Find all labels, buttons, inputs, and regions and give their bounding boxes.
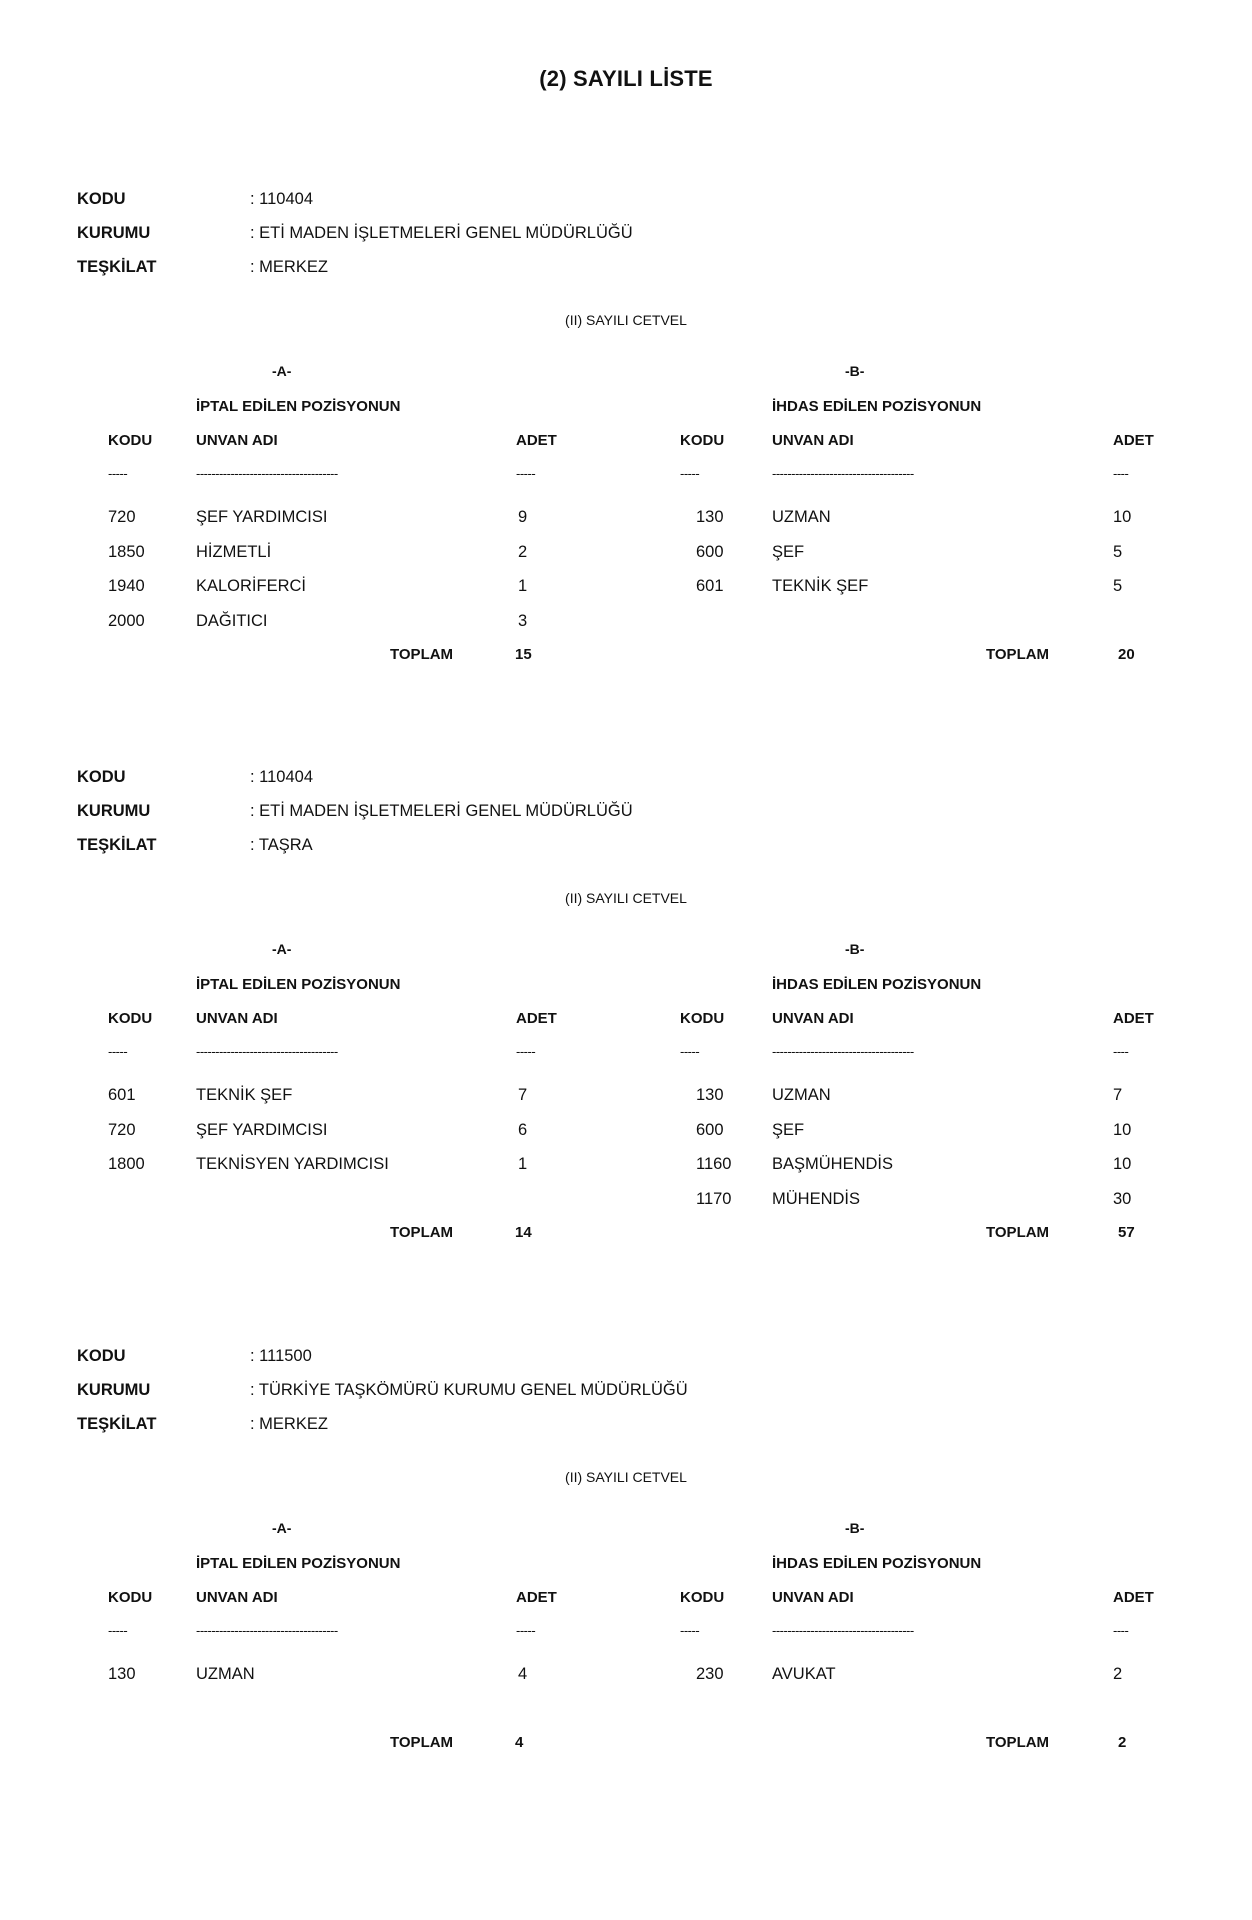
col-a-adet: ADET	[516, 432, 557, 449]
divider: -----	[108, 1623, 128, 1638]
total-row	[0, 1734, 1252, 1769]
col-b-unvan: UNVAN ADI	[772, 1589, 854, 1606]
divider: -----	[108, 466, 128, 481]
ihdas-unvan: ŞEF	[772, 542, 805, 561]
divider: -----	[516, 466, 536, 481]
teskilat-value: : MERKEZ	[250, 258, 328, 276]
divider: -----	[680, 1623, 700, 1638]
iptal-title: İPTAL EDİLEN POZİSYONUN	[196, 976, 401, 993]
col-b-adet: ADET	[1113, 432, 1154, 449]
iptal-kodu: 720	[108, 1120, 136, 1139]
ihdas-adet: 5	[1113, 577, 1123, 595]
iptal-kodu: 1800	[108, 1155, 145, 1173]
divider: -------------------------------------	[772, 466, 914, 481]
teskilat-value: : TAŞRA	[250, 836, 313, 854]
kurumu-label: KURUMU	[77, 224, 151, 242]
section-3	[0, 1347, 1252, 1907]
ihdas-toplam-value: 57	[1118, 1224, 1135, 1241]
kurumu-value: : ETİ MADEN İŞLETMELERİ GENEL MÜDÜRLÜĞÜ	[250, 224, 633, 242]
col-a-adet: ADET	[516, 1010, 557, 1027]
divider: -------------------------------------	[196, 1623, 338, 1638]
ihdas-adet: 7	[1113, 1086, 1123, 1104]
ihdas-unvan: AVUKAT	[772, 1665, 836, 1683]
col-b-kodu: KODU	[680, 1010, 725, 1027]
iptal-kodu: 601	[108, 1086, 136, 1104]
part-b-letter: -B-	[845, 363, 865, 379]
divider: -----	[516, 1044, 536, 1059]
iptal-adet: 9	[518, 508, 528, 526]
iptal-unvan: DAĞITICI	[196, 611, 268, 630]
col-b-kodu: KODU	[680, 1589, 725, 1606]
iptal-toplam-label: TOPLAM	[390, 646, 454, 663]
iptal-unvan: HİZMETLİ	[196, 542, 272, 561]
iptal-unvan: KALORİFERCİ	[196, 577, 307, 595]
table-rows	[0, 1665, 1252, 1769]
teskilat-label: TEŞKİLAT	[77, 836, 157, 854]
ihdas-toplam-value: 2	[1118, 1734, 1127, 1751]
ihdas-kodu: 601	[696, 577, 724, 595]
iptal-kodu: 720	[108, 508, 136, 526]
table-row	[0, 1190, 1252, 1225]
kodu-value: : 111500	[250, 1347, 312, 1365]
total-row	[0, 646, 1252, 681]
table-row	[0, 577, 1252, 612]
iptal-kodu: 2000	[108, 611, 145, 630]
ihdas-kodu: 1160	[696, 1155, 732, 1173]
divider: -----	[680, 466, 700, 481]
kodu-label: KODU	[77, 190, 126, 208]
iptal-unvan: ŞEF YARDIMCISI	[196, 508, 328, 526]
ihdas-unvan: UZMAN	[772, 1086, 831, 1104]
part-a-letter: -A-	[272, 941, 292, 957]
table-row	[0, 508, 1252, 543]
col-a-unvan: UNVAN ADI	[196, 1010, 278, 1027]
iptal-toplam-value: 15	[515, 646, 532, 663]
col-a-kodu: KODU	[108, 1589, 153, 1606]
part-b-letter: -B-	[845, 1520, 865, 1536]
iptal-toplam-value: 14	[515, 1224, 532, 1241]
iptal-kodu: 130	[108, 1665, 136, 1683]
cetvel-title: (II) SAYILI CETVEL	[565, 890, 687, 906]
ihdas-kodu: 1170	[696, 1189, 732, 1208]
divider: -----	[680, 1044, 700, 1059]
col-b-adet: ADET	[1113, 1010, 1154, 1027]
divider: -------------------------------------	[196, 466, 338, 481]
iptal-adet: 1	[518, 577, 528, 595]
col-a-unvan: UNVAN ADI	[196, 1589, 278, 1606]
ihdas-title: İHDAS EDİLEN POZİSYONUN	[772, 398, 982, 415]
ihdas-title: İHDAS EDİLEN POZİSYONUN	[772, 976, 982, 993]
iptal-adet: 2	[518, 542, 528, 561]
table-rows	[0, 1086, 1252, 1259]
iptal-toplam-value: 4	[515, 1734, 524, 1751]
kurumu-value: : TÜRKİYE TAŞKÖMÜRÜ KURUMU GENEL MÜDÜRLÜĞÜ	[250, 1381, 688, 1399]
ihdas-unvan: ŞEF	[772, 1120, 805, 1139]
kurumu-label: KURUMU	[77, 1381, 151, 1399]
iptal-title: İPTAL EDİLEN POZİSYONUN	[196, 1555, 401, 1572]
iptal-toplam-label: TOPLAM	[390, 1734, 454, 1751]
col-a-unvan: UNVAN ADI	[196, 432, 278, 449]
table-row	[0, 1155, 1252, 1190]
col-b-kodu: KODU	[680, 432, 725, 449]
iptal-title: İPTAL EDİLEN POZİSYONUN	[196, 398, 401, 415]
kodu-value: : 110404	[250, 190, 314, 208]
iptal-unvan: UZMAN	[196, 1665, 255, 1683]
iptal-adet: 1	[518, 1155, 528, 1173]
ihdas-adet: 10	[1113, 1120, 1132, 1139]
col-a-adet: ADET	[516, 1589, 557, 1606]
col-b-adet: ADET	[1113, 1589, 1154, 1606]
ihdas-unvan: UZMAN	[772, 508, 831, 526]
table-row	[0, 1665, 1252, 1700]
teskilat-label: TEŞKİLAT	[77, 258, 157, 276]
divider: -----	[108, 1044, 128, 1059]
col-a-kodu: KODU	[108, 432, 153, 449]
ihdas-adet: 5	[1113, 542, 1123, 561]
ihdas-toplam-label: TOPLAM	[986, 646, 1050, 663]
cetvel-title: (II) SAYILI CETVEL	[565, 312, 687, 328]
col-a-kodu: KODU	[108, 1010, 153, 1027]
divider: ----	[1113, 466, 1129, 481]
col-b-unvan: UNVAN ADI	[772, 1010, 854, 1027]
kodu-label: KODU	[77, 1347, 126, 1365]
ihdas-unvan: TEKNİK ŞEF	[772, 577, 869, 595]
kodu-value: : 110404	[250, 768, 314, 786]
iptal-kodu: 1940	[108, 577, 145, 595]
page-title: (2) SAYILI LİSTE	[539, 66, 713, 91]
divider: -------------------------------------	[196, 1044, 338, 1059]
total-row	[0, 1224, 1252, 1259]
ihdas-kodu: 130	[696, 508, 724, 526]
ihdas-kodu: 600	[696, 1120, 724, 1139]
ihdas-adet: 30	[1113, 1189, 1132, 1208]
teskilat-value: : MERKEZ	[250, 1415, 328, 1433]
kurumu-label: KURUMU	[77, 802, 151, 820]
divider: -----	[516, 1623, 536, 1638]
ihdas-title: İHDAS EDİLEN POZİSYONUN	[772, 1555, 982, 1572]
section-1	[0, 190, 1252, 750]
ihdas-kodu: 230	[696, 1665, 724, 1683]
ihdas-toplam-label: TOPLAM	[986, 1224, 1050, 1241]
iptal-adet: 3	[518, 611, 528, 630]
ihdas-adet: 10	[1113, 1155, 1132, 1173]
part-a-letter: -A-	[272, 363, 292, 379]
part-a-letter: -A-	[272, 1520, 292, 1536]
table-row	[0, 543, 1252, 578]
iptal-unvan: TEKNİSYEN YARDIMCISI	[196, 1155, 389, 1173]
spacer-row	[0, 1700, 1252, 1735]
ihdas-kodu: 130	[696, 1086, 724, 1104]
ihdas-toplam-label: TOPLAM	[986, 1734, 1050, 1751]
divider: -------------------------------------	[772, 1623, 914, 1638]
ihdas-adet: 2	[1113, 1665, 1123, 1683]
ihdas-adet: 10	[1113, 508, 1132, 526]
divider: -------------------------------------	[772, 1044, 914, 1059]
table-row	[0, 1121, 1252, 1156]
ihdas-toplam-value: 20	[1118, 646, 1135, 663]
table-row	[0, 612, 1252, 647]
divider: ----	[1113, 1623, 1129, 1638]
iptal-unvan: TEKNİK ŞEF	[196, 1086, 293, 1104]
kodu-label: KODU	[77, 768, 126, 786]
iptal-toplam-label: TOPLAM	[390, 1224, 454, 1241]
iptal-kodu: 1850	[108, 542, 145, 561]
iptal-adet: 6	[518, 1120, 528, 1139]
section-2	[0, 768, 1252, 1328]
table-row	[0, 1086, 1252, 1121]
teskilat-label: TEŞKİLAT	[77, 1415, 157, 1433]
iptal-unvan: ŞEF YARDIMCISI	[196, 1120, 328, 1139]
cetvel-title: (II) SAYILI CETVEL	[565, 1469, 687, 1485]
divider: ----	[1113, 1044, 1129, 1059]
iptal-adet: 4	[518, 1665, 528, 1683]
col-b-unvan: UNVAN ADI	[772, 432, 854, 449]
ihdas-unvan: BAŞMÜHENDİS	[772, 1155, 894, 1173]
ihdas-unvan: MÜHENDİS	[772, 1189, 861, 1208]
table-rows	[0, 508, 1252, 681]
kurumu-value: : ETİ MADEN İŞLETMELERİ GENEL MÜDÜRLÜĞÜ	[250, 802, 633, 820]
ihdas-kodu: 600	[696, 542, 724, 561]
part-b-letter: -B-	[845, 941, 865, 957]
iptal-adet: 7	[518, 1086, 528, 1104]
